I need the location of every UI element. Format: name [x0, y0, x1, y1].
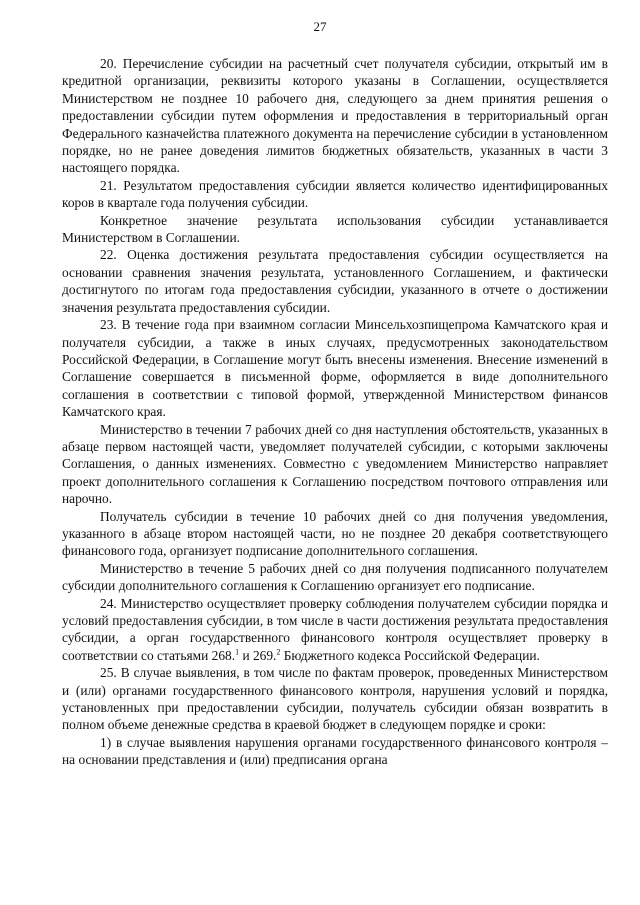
article-269-superscript: 2 [276, 647, 281, 657]
paragraph-24-text-end: Бюджетного кодекса Российской Федерации. [280, 647, 540, 663]
paragraph-25-item-1: 1) в случае выявления нарушения органами государственного финансового контроля – на основании представления и (или) предписания органа [62, 734, 608, 768]
paragraph-20: 20. Перечисление субсидии на расчетный счет получателя субсидии, открытый им в кредитной организации, реквизиты которого указаны в Соглашении, осуществляется Министерством не позднее 10 рабочего дня, следующего за днем принятия решения о предоставлении субсидии путем оформления и предоставления в территориальный орган Федерального казначейства платежного документа на перечисление субсидии в установленном порядке, но не ранее доведения лимитов бюджетных обязательств, указанных в части 3 настоящего порядка. [62, 56, 608, 176]
paragraph-25: 25. В случае выявления, в том числе по фактам проверок, проведенных Министерством и (или) органами государственного финансового контроля, нарушения условий и порядка, установленных при предоставлении субсидии, получатель субсидии обязан возвратить в полном объеме денежные средства в краевой бюджет в следующем порядке и сроки: [62, 665, 608, 733]
paragraph-21-result-value: Конкретное значение результата использования субсидии устанавливается Министерством в Соглашении. [62, 212, 608, 246]
paragraph-23-recipient-signing: Получатель субсидии в течение 10 рабочих дней со дня получения уведомления, указанного в абзаце втором настоящей части, но не позднее 20 декабря соответствующего финансового года, организует подписание дополнительного соглашения. [62, 508, 608, 559]
document-body [62, 55, 608, 769]
paragraph-24-text-start: 24. Министерство осуществляет проверку соблюдения получателем субсидии порядка и условий предоставления субсидии, в том числе в части достижения результата предоставления субсидии, а орган государственного финансового контроля осуществляет проверку в соответствии со статьями 268. [62, 595, 608, 663]
paragraph-22: 22. Оценка достижения результата предоставления субсидии осуществляется на основании сравнения значения результата, установленного Соглашением, и фактически достигнутого по итогам года предоставления субсидии, указанного в отчете о достижении значения результата предоставления субсидии. [62, 247, 608, 315]
paragraph-21: 21. Результатом предоставления субсидии является количество идентифицированных коров в квартале года получения субсидии. [62, 177, 608, 211]
paragraph-23-ministry-signing: Министерство в течение 5 рабочих дней со дня получения подписанного получателем субсидии дополнительного соглашения к Соглашению организует его подписание. [62, 560, 608, 594]
paragraph-23-notification: Министерство в течении 7 рабочих дней со дня наступления обстоятельств, указанных в абзаце первом настоящей части, уведомляет получателей субсидии, с которыми заключены Соглашения, о данных изменениях. Совместно с уведомлением Министерство направляет проект дополнительного соглашения к Соглашению посредством почтового отправления или нарочно. [62, 421, 608, 507]
paragraph-24 [62, 595, 608, 665]
paragraph-23: 23. В течение года при взаимном согласии Минсельхозпищепрома Камчатского края и получателя субсидии, а также в иных случаях, предусмотренных законодательством Российской Федерации, в Соглашение могут быть внесены изменения. Внесение изменений в Соглашение совершается в письменной форме, оформляется в виде дополнительного соглашения в соответствии с типовой формой, утвержденной Министерством финансов Камчатского края. [62, 317, 608, 420]
article-268-superscript: 1 [235, 647, 240, 657]
page-number: 27 [313, 19, 327, 34]
paragraph-24-text-middle: и 269. [239, 647, 277, 663]
